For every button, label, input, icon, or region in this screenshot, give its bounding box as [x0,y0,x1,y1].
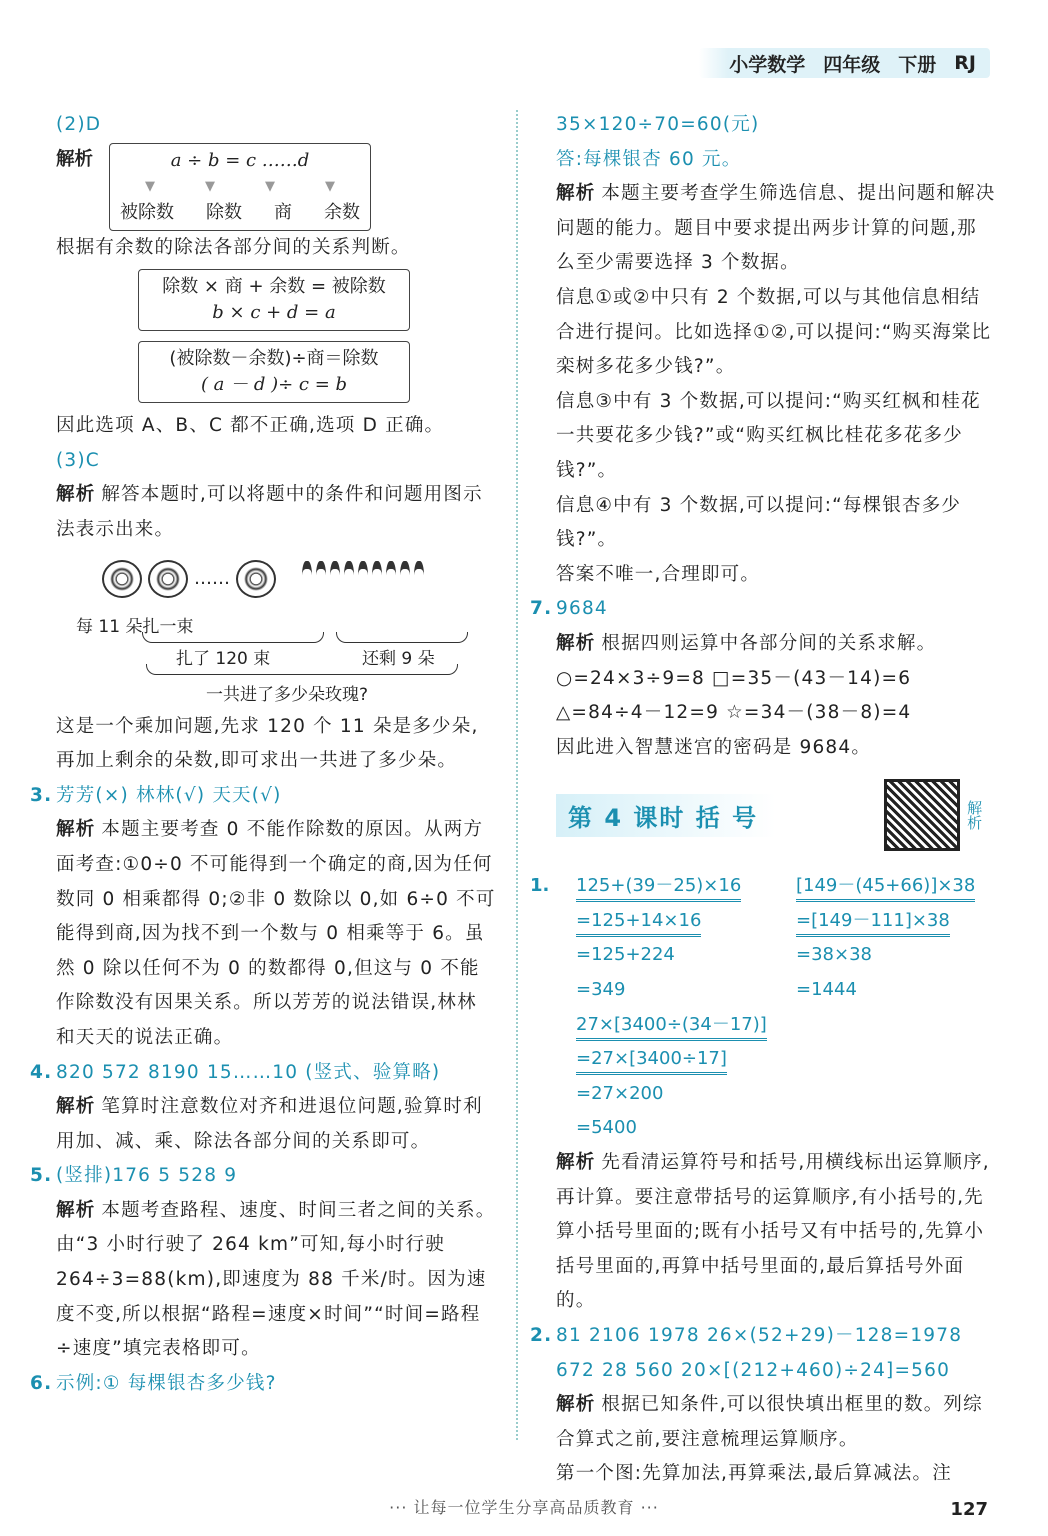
relation-box-1 [138,269,410,331]
rose-icon [358,561,368,597]
para-l5: 本题主要考查 0 不能作除数的原因。从两方面考查:①0÷0 不可能得到一个确定的商,因为任何数同 0 相乘都得 0;②非 0 数除以 0,如 6÷0 不可能得到商,因为找不到一个数与 0 相乘等于 6。虽然 0 除以任何不为 0 的数都得 0,但这与 0 不能作除数没有因果关系。所以芳芳的说法错误,林林和天天的说法正确。 [56,819,496,1048]
division-diagram [56,143,496,231]
jiexi-label: 解析 [56,1096,96,1118]
bouquet-icon [236,560,276,598]
para-r9: ○=24×3÷9=8 □=35－(43－14)=6 [556,667,912,689]
arrows: ▼ ▼ ▼ ▼ [145,178,336,194]
qr-label: 解析 [965,800,984,831]
para-l7: 本题考查路程、速度、时间三者之间的关系。由“3 小时行驶了 264 km”可知,每小时行驶 264÷3=88(km),即速度为 88 千米/时。因为速度不变,所以根据“路程=速度×时间”“时间=路程÷速度”填完表格即可。 [56,1199,496,1360]
rose-icon [344,561,354,597]
rose-icon [372,561,382,597]
header-edition: RJ [954,52,976,74]
jiexi-label: 解析 [56,484,96,506]
brace-total [146,664,458,675]
calc-a [576,869,776,1007]
calc-block-1 [530,869,996,1146]
para-r11: 因此进入智慧迷宫的密码是 9684。 [556,736,872,758]
para-r5: 信息③中有 3 个数据,可以提问:“购买红枫和桂花一共要花多少钱?”或“购买红枫比桂花多花多少钱?”。 [556,390,981,481]
rose-icon [386,561,396,597]
para-l3 [56,478,496,547]
c1-number: 1. [530,875,550,897]
bouquet-icon [102,560,142,598]
jiexi-label: 解析 [56,1199,96,1221]
page-footer: ··· 让每一位学生分享高品质教育 ··· [389,1498,659,1517]
jiexi-label: 解析 [556,1152,596,1174]
relation-box-1-row2: b × c + d = a [212,302,336,324]
q7-answer: 9684 [556,598,608,620]
para-r6: 信息④中有 3 个数据,可以提问:“每棵银杏多少钱?”。 [556,494,962,551]
calc-a-1: =125+14×16 [576,908,701,937]
q6-number: 6. [30,1372,53,1394]
brace-bundles [142,632,324,643]
relation-box-2-row1: (被除数－余数)÷商＝除数 [169,348,379,370]
para-r8: 根据四则运算中各部分间的关系求解。 [601,632,937,654]
left-column [30,108,496,1401]
fig-label-total: 一共进了多少朵玫瑰? [206,684,369,705]
calc-a-0: 125+(39－25)×16 [576,873,741,902]
q3-answer: (3)C [56,449,100,471]
page-header [699,48,990,78]
fig-label-per-bundle: 每 11 朵扎一束 [76,616,194,637]
calc-a-2: =125+224 [576,944,675,966]
relation-box-2 [138,341,410,403]
calc-line: 35×120÷70=60(元) [556,114,760,135]
para-r14: 第一个图:先算加法,再算乘法,最后算减法。注 [556,1463,952,1485]
division-box [109,143,371,231]
division-expression: a ÷ b = c ……d [170,149,310,171]
div-label-quotient: 商 [274,201,293,223]
para-r3: 本题主要考查学生筛选信息、提出问题和解决问题的能力。题目中要求提出两步计算的问题,那么至少需要选择 3 个数据。 [556,183,996,274]
header-grade: 四年级 [823,53,881,76]
div-label-remainder: 余数 [324,201,361,223]
fig-label-remaining: 还剩 9 朵 [362,648,435,669]
calc-b-0: [149－(45+66)]×38 [796,873,975,902]
calc-a-3: =349 [576,979,626,1001]
rose-icon [330,561,340,597]
div-label-divisor: 除数 [206,201,243,223]
q5-answer-line: (竖排)176 5 528 9 [56,1165,238,1187]
rose-icon [400,561,410,597]
loose-roses [302,561,428,597]
calc-c-3: =5400 [576,1117,637,1139]
calc-grid [576,869,996,1007]
answer-line: 答:每棵银杏 60 元。 [556,148,742,170]
lesson-title: 第 4 课时 括 号 [556,794,776,837]
q2-answer-a: 81 2106 1978 26×(52+29)－128=1978 [556,1325,963,1346]
q6-answer-line: 示例:① 每棵银杏多少钱? [56,1372,277,1394]
q2-number: 2. [530,1325,553,1346]
rose-icon [414,561,424,597]
jiexi-label: 解析 [556,632,596,654]
jiexi-label: 解析 [56,819,96,841]
para-l3-text: 解答本题时,可以将题中的条件和问题用图示法表示出来。 [56,484,483,540]
calc-b [796,869,996,1007]
brace-remaining [336,632,468,643]
right-column [530,108,996,1492]
para-r12: 先看清运算符号和括号,用横线标出运算顺序,再计算。要注意带括号的运算顺序,有小括号的,先算小括号里面的;既有小括号又有中括号的,先算小括号里面的,再算中括号里面的,最后算括号外面的。 [556,1152,990,1312]
q5-number: 5. [30,1165,53,1187]
para-l6: 笔算时注意数位对齐和进退位问题,验算时利用加、减、乘、除法各部分间的关系即可。 [56,1096,483,1152]
page-number: 127 [950,1499,988,1520]
calc-c-1: =27×[3400÷17] [576,1046,727,1075]
para-r4: 信息①或②中只有 2 个数据,可以与其他信息相结合进行提问。比如选择①②,可以提问:“购买海棠比栾树多花多少钱?”。 [556,286,992,378]
header-subject: 小学数学 [729,53,806,76]
qr-code-icon[interactable] [884,779,960,851]
calc-b-2: =38×38 [796,944,872,966]
bouquet-icon [148,560,188,598]
para-r13: 根据已知条件,可以很快填出框里的数。列综合算式之前,要注意梳理运算顺序。 [556,1394,983,1450]
rose-icon [302,561,312,597]
rose-figure [56,560,496,710]
calc-b-1: =[149－111]×38 [796,908,950,937]
relation-box-2-row2: ( a － d )÷ c = b [200,374,348,396]
relation-box-1-row1: 除数 × 商 + 余数 = 被除数 [162,276,386,298]
para-l1: 根据有余数的除法各部分间的关系判断。 [56,236,411,258]
q3-answer-line: 芳芳(×) 林林(√) 天天(√) [56,784,282,806]
para-l2: 因此选项 A、B、C 都不正确,选项 D 正确。 [56,415,445,437]
q7-number: 7. [530,598,553,620]
q4-answer-line: 820 572 8190 15……10 (竖式、验算略) [56,1061,441,1083]
fig-label-bundles: 扎了 120 束 [176,648,271,669]
q4-number: 4. [30,1061,53,1083]
calc-c-2: =27×200 [576,1082,664,1104]
jiexi-label: 解析 [56,148,94,170]
calc-b-3: =1444 [796,979,857,1001]
flower-row: …… [102,560,496,598]
calc-c [576,1008,996,1146]
header-volume: 下册 [898,53,937,76]
q3-number: 3. [30,784,53,806]
column-divider [516,110,518,1440]
para-l4: 这是一个乘加问题,先求 120 个 11 朵是多少朵,再加上剩余的朵数,即可求出一共进了多少朵。 [56,715,479,772]
q2-answer-b: 672 28 560 20×[(212+460)÷24]=560 [556,1359,951,1381]
jiexi-label: 解析 [556,183,596,205]
q2-answer: (2)D [56,114,102,135]
rose-icon [316,561,326,597]
div-label-dividend: 被除数 [120,201,175,223]
para-r10: △=84÷4－12=9 ☆=34－(38－8)=4 [556,702,912,724]
para-r7: 答案不唯一,合理即可。 [556,563,761,585]
lesson-heading [556,779,996,851]
calc-c-0: 27×[3400÷(34－17)] [576,1012,767,1041]
jiexi-label: 解析 [556,1394,596,1416]
